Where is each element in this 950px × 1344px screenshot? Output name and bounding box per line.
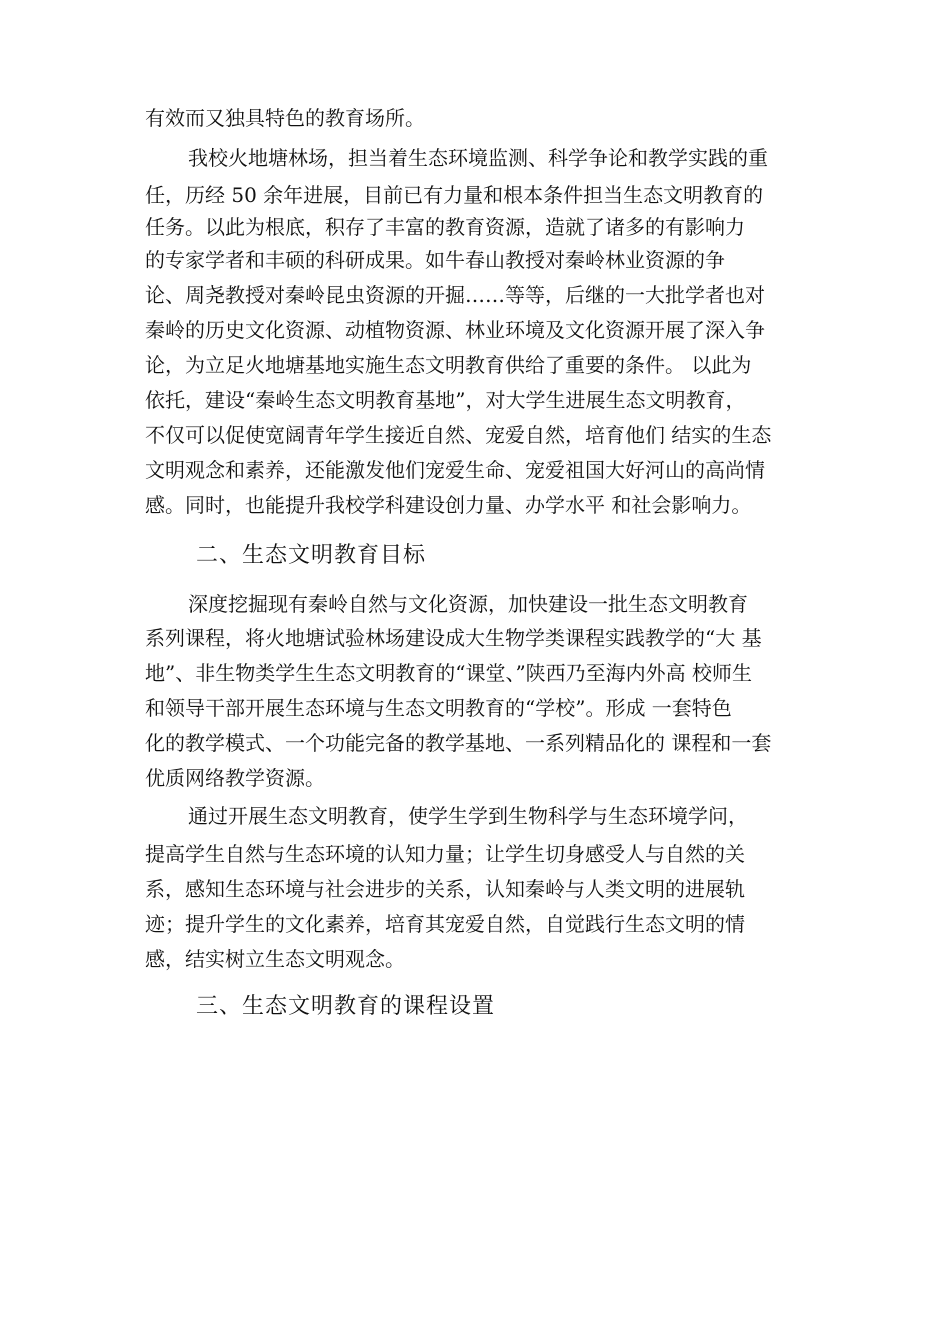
paragraph-line: 化的教学模式、一个功能完备的教学基地、一系列精品化的 课程和一套 (145, 731, 772, 755)
paragraph-line: 依托，建设“秦岭生态文明教育基地”，对大学生进展生态文明教育， (145, 388, 746, 412)
paragraph-line: 优质网络教学资源。 (145, 766, 325, 790)
paragraph-line: 感。同时，也能提升我校学科建设创力量、办学水平 和社会影响力。 (145, 493, 752, 517)
paragraph-line: 通过开展生态文明教育，使学生学到生物科学与生态环境学问， (188, 804, 748, 828)
paragraph-line: 秦岭的历史文化资源、动植物资源、林业环境及文化资源开展了深入争 (145, 318, 765, 342)
paragraph-line: 感，结实树立生态文明观念。 (145, 947, 405, 971)
paragraph-line: 论，为立足火地塘基地实施生态文明教育供给了重要的条件。 以此为 (145, 353, 752, 377)
paragraph-line: 提高学生自然与生态环境的认知力量；让学生切身感受人与自然的关 (145, 842, 745, 866)
paragraph-line: 地”、非生物类学生生态文明教育的“课堂、”陕西乃至海内外高 校师生 (145, 661, 753, 685)
paragraph-line: 的专家学者和丰硕的科研成果。如牛春山教授对秦岭林业资源的争 (145, 248, 725, 272)
paragraph-line: 我校火地塘林场，担当着生态环境监测、科学争论和教学实践的重 (188, 146, 768, 170)
paragraph-line: 任，历经 50 余年进展，目前已有力量和根本条件担当生态文明教育的 (145, 183, 764, 207)
section-heading-goals: 二、生态文明教育目标 (196, 543, 427, 568)
paragraph-line: 迹；提升学生的文化素养，培育其宠爱自然，自觉践行生态文明的情 (145, 912, 745, 936)
paragraph-line: 系，感知生态环境与社会进步的关系，认知秦岭与人类文明的进展轨 (145, 877, 745, 901)
paragraph-line: 文明观念和素养，还能激发他们宠爱生命、宠爱祖国大好河山的高尚情 (145, 458, 765, 482)
paragraph-line: 深度挖掘现有秦岭自然与文化资源，加快建设一批生态文明教育 (188, 592, 748, 616)
section-heading-curriculum: 三、生态文明教育的课程设置 (196, 994, 496, 1019)
paragraph-line: 任务。以此为根底，积存了丰富的教育资源，造就了诸多的有影响力 (145, 215, 745, 239)
paragraph-line: 不仅可以促使宽阔青年学生接近自然、宠爱自然，培育他们 结实的生态 (145, 423, 772, 447)
paragraph-line: 有效而又独具特色的教育场所。 (145, 106, 425, 130)
paragraph-line: 系列课程，将火地塘试验林场建设成大生物学类课程实践教学的“大 基 (145, 626, 762, 650)
paragraph-line: 论、周尧教授对秦岭昆虫资源的开掘……等等，后继的一大批学者也对 (145, 283, 765, 307)
paragraph-line: 和领导干部开展生态环境与生态文明教育的“学校”。形成 一套特色 (145, 696, 732, 720)
